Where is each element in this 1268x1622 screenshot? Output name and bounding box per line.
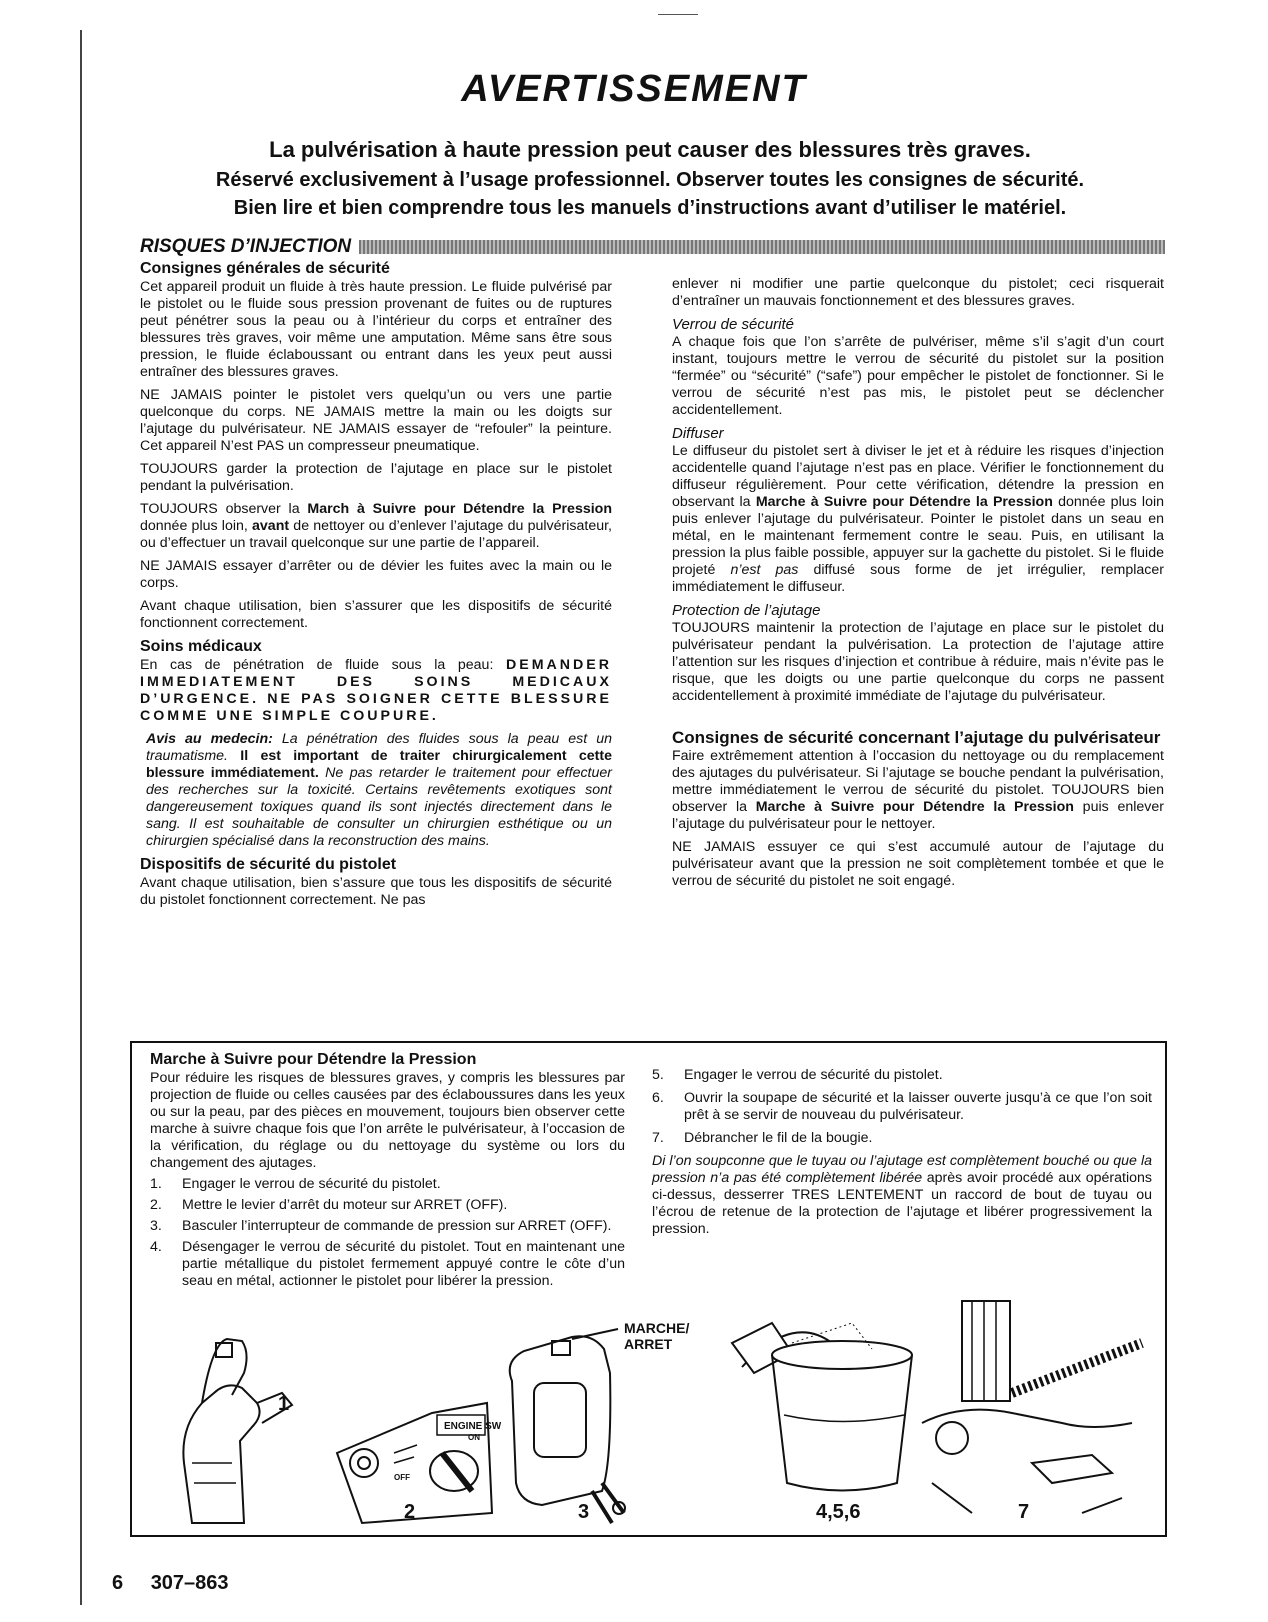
emphasis: Il est important de traiter chirurgicalement cette blessure immédiatement.: [146, 748, 613, 781]
text: puis enlever l’ajutage du pulvérisateur pour le nettoyer.: [672, 799, 1164, 832]
paragraph: TOUJOURS garder la protection de l’ajutage en place sur le pistolet pendant la pulvérisation.: [140, 461, 612, 494]
emphasis: Avis au medecin:: [146, 731, 273, 747]
safety-lock-heading: Verrou de sécurité: [672, 316, 795, 333]
step-text: Engager le verrou de sécurité du pistolet.: [182, 1176, 441, 1192]
text: Faire extrêmement attention à l’occasion du nettoyage ou du remplacement des ajutages du pulvérisateur. Si l’ajutage se bouche pendant la pulvérisation, mettre immédiatement le verrou de sécurité du pistolet. TOUJOURS bien observer la: [672, 748, 1164, 815]
bucket-illustration: [732, 1323, 912, 1491]
off-label: OFF: [394, 1473, 410, 1482]
engine-switch-label: ENGINE SW: [444, 1421, 502, 1432]
section-header: [140, 236, 1165, 258]
text: Ne pas retarder le traitement pour effectuer des recherches sur la toxicité. Certains revêtements exotiques sont dangereusement toxiques quand ils sont injectés directement dans le sang. Il est souhaitable de consulter un chirurgien esthétique ou un chirurgien spécialisé dans la reconstruction des mains.: [146, 765, 612, 849]
paragraph: Cet appareil produit un fluide à très haute pression. Le fluide pulvérisé par le pistolet ou le fluide sous pression provenant de fuites ou de ruptures peut pénétrer sous la peau ou à l’intérieur du corps et entraîner des blessures très graves, voir même une amputation. Même sans être sous pression, le fluide éclaboussant ou entrant dans les yeux peut aussi entraîner des blessures graves.: [140, 279, 612, 380]
emphasis: Marche à Suivre pour Détendre la Pression: [755, 494, 1053, 510]
on-off-callout: MARCHE/ ARRET: [624, 1320, 690, 1352]
pressure-control-illustration: [510, 1329, 625, 1523]
text: TOUJOURS observer la: [140, 501, 308, 517]
step-text: Débrancher le fil de la bougie.: [684, 1130, 873, 1146]
general-safety-heading: Consignes générales de sécurité: [140, 260, 390, 277]
paragraph: A chaque fois que l’on s’arrête de pulvériser, même s’il s’agit d’un court instant, toujours mettre le verrou de sécurité du pistolet sur la position “fermée” ou “sécurité” (“safe”) pour empêcher le pistolet de fonctionner. Si le verrou de sécurité n’est pas mis, le pistolet peut se déclencher accidentellement.: [672, 334, 1164, 418]
step-number: 2.: [150, 1197, 162, 1213]
section-title: RISQUES D’INJECTION: [140, 236, 352, 257]
step-number: 7.: [652, 1130, 664, 1146]
binding-edge-line: [80, 30, 82, 1605]
subtitle-3: Bien lire et bien comprendre tous les manuels d’instructions avant d’utiliser le matériel.: [233, 197, 1067, 219]
emphasis: n’est pas: [730, 562, 799, 578]
step-number: 4.: [150, 1239, 162, 1255]
text: En cas de pénétration de fluide sous la peau:: [140, 657, 507, 673]
text: donnée plus loin puis enlever l’ajutage du pulvérisateur. Pointer le pistolet dans un seau en métal, en le maintenant fermement contre le seau. Puis, en utilisant la pression la plus faible possible, appuyer sur la gachette du pistolet. Si le fluide projeté: [672, 494, 1165, 578]
text: La pénétration des fluides sous la peau est un traumatisme.: [146, 731, 612, 764]
paragraph: TOUJOURS maintenir la protection de l’ajutage en place sur le pistolet du pulvérisateur pendant la pulvérisation. La protection de l’ajutage attire l’attention sur les risques d’injection et contribue à réduire, mais n’évite pas le risque, que les doigts ou une partie quelconque du corps ne passent accidentellement à proximité immédiate de l’ajutage du pulvérisateur.: [672, 620, 1164, 704]
tip-safety-heading: Consignes de sécurité concernant l’ajutage du pulvérisateur: [672, 728, 1161, 747]
step-text: Ouvrir la soupape de sécurité et la laisser ouverte jusqu’à ce que l’on soit prêt à se servir de nouveau du pulvérisateur.: [684, 1090, 1152, 1123]
emphasis: March à Suivre pour Détendre la Pression: [307, 501, 612, 517]
paragraph: [140, 657, 612, 725]
text: après avoir procédé aux opérations ci-dessus, desserrer TRES LENTEMENT un raccord de bout de tuyau ou l’écrou de retenue de la protection de l’ajutage et libérer progressivement la pression.: [652, 1170, 1152, 1237]
figure-label-7: 7: [1018, 1501, 1030, 1523]
page-number: 6: [112, 1572, 124, 1594]
doctor-note: [140, 731, 612, 850]
gun-devices-heading: Dispositifs de sécurité du pistolet: [140, 856, 397, 873]
procedure-illustrations: [132, 1043, 1165, 1535]
spark-plug-illustration: [922, 1301, 1142, 1513]
figure-label-1: 1: [278, 1393, 290, 1415]
step-number: 3.: [150, 1218, 162, 1234]
step-text: Basculer l’interrupteur de commande de pression sur ARRET (OFF).: [182, 1218, 612, 1234]
step-number: 6.: [652, 1090, 664, 1106]
text: donnée plus loin,: [140, 518, 253, 534]
paragraph: enlever ni modifier une partie quelconque du pistolet; ceci risquerait d’entraîner un mauvais fonctionnement et des blessures graves.: [672, 276, 1164, 309]
on-label: ON: [468, 1433, 480, 1442]
step-text: Engager le verrou de sécurité du pistolet.: [684, 1067, 943, 1083]
figure-label-2: 2: [404, 1501, 416, 1523]
pressure-relief-box: [130, 1041, 1167, 1537]
figure-label-3: 3: [578, 1501, 590, 1523]
right-column: [672, 276, 1164, 896]
procedure-title: Marche à Suivre pour Détendre la Pression: [150, 1051, 477, 1068]
paragraph: [672, 748, 1164, 833]
paragraph: Avant chaque utilisation, bien s’assure que tous les dispositifs de sécurité du pistolet fonctionnent correctement. Ne pas: [140, 875, 612, 908]
step-text: Mettre le levier d’arrêt du moteur sur ARRET (OFF).: [182, 1197, 508, 1213]
paragraph: NE JAMAIS essayer d’arrêter ou de dévier les fuites avec la main ou le corps.: [140, 558, 612, 591]
left-column: [140, 258, 612, 915]
text: de nettoyer ou d’enlever l’ajutage du pulvérisateur, ou d’effectuer un travail quelconque sur une partie de l’appareil.: [140, 518, 612, 551]
subtitle-1: La pulvérisation à haute pression peut causer des blessures très graves.: [269, 137, 1031, 162]
step-number: 1.: [150, 1176, 162, 1192]
top-dash: [658, 14, 698, 15]
paragraph: NE JAMAIS essuyer ce qui s’est accumulé autour de l’ajutage du pulvérisateur avant que la pression ne soit complètement tombée et que le verrou de sécurité du pistolet ne soit engagé.: [672, 839, 1164, 889]
tip-guard-heading: Protection de l’ajutage: [672, 602, 821, 619]
diffuser-heading: Diffuser: [672, 425, 724, 442]
spray-gun-illustration: [183, 1339, 292, 1523]
step-number: 5.: [652, 1067, 664, 1083]
procedure-intro: Pour réduire les risques de blessures graves, y compris les blessures par projection de fluide ou celles causées par des éclaboussures dans les yeux ou sur la peau, par des pièces en mouvement, toujours bien observer cette marche à suivre chaque fois que l’on arrête le pulvérisateur, à l’occasion de la vérification, du réglage ou du nettoyage du système ou lors du changement des ajutages.: [150, 1070, 625, 1171]
figure-label-456: 4,5,6: [816, 1501, 861, 1523]
step-text: Désengager le verrou de sécurité du pistolet. Tout en maintenant une partie métallique du pistolet fermement appuyé contre le côte d’un seau en métal, actionner le pistolet pour libérer la pression.: [182, 1239, 625, 1289]
emphasis: DEMANDER IMMEDIATEMENT DES SOINS MEDICAUX D’URGENCE. NE PAS SOIGNER CETTE BLESSURE COMME UNE SIMPLE COUPURE.: [140, 657, 612, 724]
text: Le diffuseur du pistolet sert à diviser le jet et à réduire les risques d’injection accidentelle quand l’ajutage n’est pas en place. Vérifier le fonctionnement du diffuseur régulièrement. Pour cette vérification, détendre la pression en observant la: [672, 443, 1164, 510]
paragraph: [672, 443, 1164, 596]
emphasis: avant: [252, 518, 290, 534]
page-title: AVERTISSEMENT: [461, 68, 807, 110]
paragraph: NE JAMAIS pointer le pistolet vers quelqu’un ou vers une partie quelconque du corps. NE JAMAIS mettre la main ou les doigts sur l’ajutage du pulvérisateur. NE JAMAIS essayer de “refouler” la peinture. Cet appareil N’est PAS un compresseur pneumatique.: [140, 387, 612, 454]
text: diffusé sous forme de jet irrégulier, remplacer immédiatement le diffuseur.: [672, 562, 1164, 595]
emphasis: Marche à Suivre pour Détendre la Pression: [755, 799, 1074, 815]
paragraph: Avant chaque utilisation, bien s’assurer que les dispositifs de sécurité fonctionnent correctement.: [140, 598, 612, 631]
emphasis: Di l’on soupconne que le tuyau ou l’ajutage est complètement bouché ou que la pression n’a pas été complètement libérée: [652, 1153, 1152, 1186]
document-number: 307–863: [150, 1572, 229, 1594]
paragraph: [140, 501, 612, 552]
section-rule: [359, 240, 1165, 254]
subtitle-2: Réservé exclusivement à l’usage professionnel. Observer toutes les consignes de sécurité.: [215, 169, 1085, 191]
page-footer: [112, 1572, 251, 1595]
medical-heading: Soins médicaux: [140, 638, 262, 655]
